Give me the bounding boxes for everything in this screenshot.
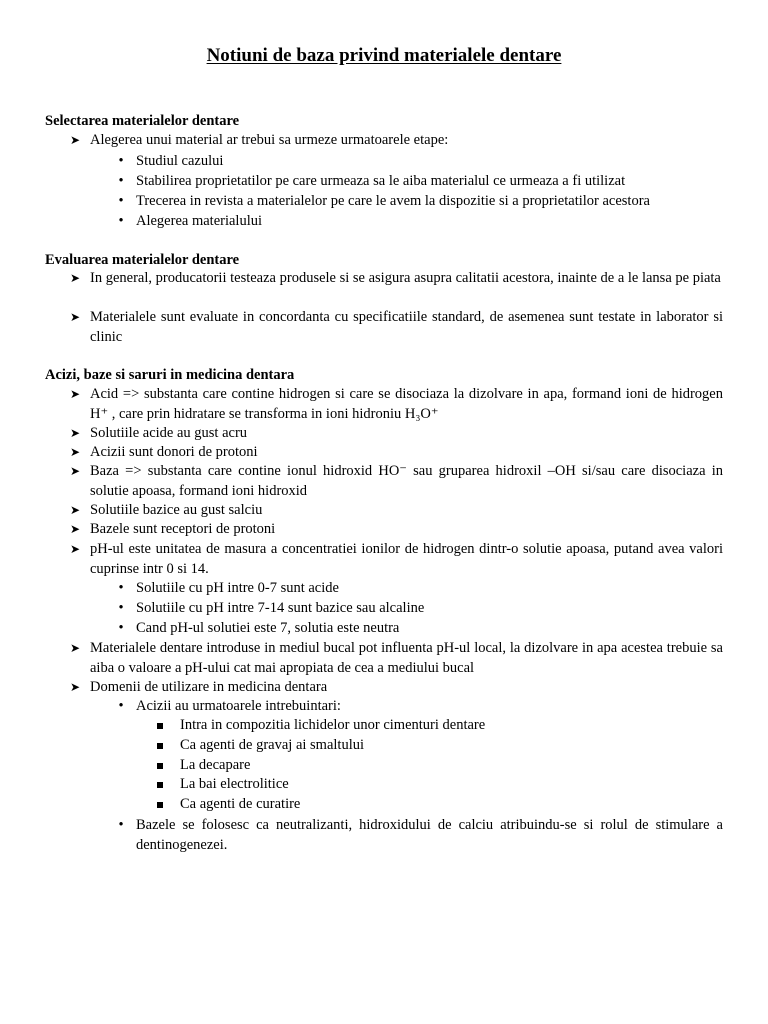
- arrow-item: [70, 462, 723, 501]
- bullet-item-text: Alegerea materialului: [136, 213, 263, 229]
- round-bullet-icon: •: [118, 698, 124, 714]
- square-bullet-item: [157, 775, 717, 795]
- bullet-item: [115, 697, 723, 717]
- arrow-item-text: Domenii de utilizare in medicina dentara: [90, 679, 328, 695]
- bullet-item-text: Trecerea in revista a materialelor pe care le avem la dispozitie si a proprietatilor acestora: [136, 193, 650, 209]
- square-bullet-icon: [157, 763, 163, 769]
- bullet-item-text: Stabilirea proprietatilor pe care urmeaza sa le aiba materialul ce urmeaza a fi utilizat: [136, 173, 626, 189]
- arrow-item-text: Solutiile bazice au gust salciu: [90, 502, 263, 518]
- arrow-item-text: Acizii sunt donori de protoni: [90, 444, 258, 460]
- bullet-item-text: Solutiile cu pH intre 0-7 sunt acide: [136, 580, 339, 596]
- square-item-text: Ca agenti de curatire: [180, 796, 301, 812]
- square-bullet-item: [157, 736, 717, 756]
- section-heading-selection: Selectarea materialelor dentare: [45, 113, 240, 129]
- bullet-item: [115, 579, 723, 599]
- arrow-bullet-icon: ➤: [70, 387, 81, 401]
- bullet-item: [115, 152, 723, 172]
- bullet-item-text: Acizii au urmatoarele intrebuintari:: [136, 698, 341, 714]
- arrow-bullet-icon: ➤: [70, 542, 81, 556]
- square-bullet-item: [157, 795, 717, 815]
- arrow-item-text: Materialele dentare introduse in mediul bucal pot influenta pH-ul local, la dizolvare in apa acestea trebuie sa aiba o valoare a pH-ului cat mai apropiata de cea a mediului bucal: [90, 640, 723, 676]
- bullet-item-text: Bazele se folosesc ca neutralizanti, hidroxidului de calciu atribuindu-se si rolul de stimulare a dentinogenezei.: [136, 817, 723, 853]
- square-bullet-item: [157, 716, 717, 736]
- arrow-item: [70, 424, 723, 444]
- arrow-item: [70, 540, 723, 579]
- square-bullet-icon: [157, 743, 163, 749]
- arrow-item: [70, 443, 723, 463]
- round-bullet-icon: •: [118, 817, 124, 833]
- square-item-text: La decapare: [180, 757, 251, 773]
- arrow-item-text: Alegerea unui material ar trebui sa urmeze urmatoarele etape:: [90, 132, 449, 148]
- bullet-item-text: Studiul cazului: [136, 153, 224, 169]
- bullet-item: [115, 816, 723, 855]
- bullet-item: [115, 619, 723, 639]
- arrow-bullet-icon: ➤: [70, 426, 81, 440]
- bullet-item: [115, 212, 723, 232]
- arrow-item: [70, 639, 723, 678]
- arrow-item: [70, 385, 723, 424]
- section-heading-evaluation: Evaluarea materialelor dentare: [45, 252, 240, 268]
- arrow-item-text: Acid => substanta care contine hidrogen si care se disociaza la dizolvare in apa, formand ioni de hidrogen H⁺ , care prin hidratare se transforma in ioni hidroniu H₃O⁺: [90, 386, 723, 422]
- bullet-item: [115, 172, 723, 192]
- arrow-item: [70, 131, 723, 151]
- document-title: Notiuni de baza privind materialele dentare: [206, 45, 562, 66]
- arrow-bullet-icon: ➤: [70, 522, 81, 536]
- arrow-bullet-icon: ➤: [70, 445, 81, 459]
- square-bullet-icon: [157, 723, 163, 729]
- square-item-text: La bai electrolitice: [180, 776, 289, 792]
- arrow-item: [70, 520, 723, 540]
- arrow-item-text: Bazele sunt receptori de protoni: [90, 521, 276, 537]
- arrow-bullet-icon: ➤: [70, 133, 81, 147]
- arrow-item: [70, 308, 723, 347]
- arrow-item: [70, 269, 723, 289]
- square-item-text: Ca agenti de gravaj ai smaltului: [180, 737, 365, 753]
- round-bullet-icon: •: [118, 620, 124, 636]
- round-bullet-icon: •: [118, 173, 124, 189]
- arrow-item-text: pH-ul este unitatea de masura a concentratiei ionilor de hidrogen dintr-o solutie apoasa, putand avea valori cuprinse intr 0 si 14.: [90, 541, 723, 577]
- bullet-item: [115, 599, 723, 619]
- arrow-item-text: Solutiile acide au gust acru: [90, 425, 248, 441]
- round-bullet-icon: •: [118, 580, 124, 596]
- arrow-item-text: In general, producatorii testeaza produsele si se asigura asupra calitatii acestora, inainte de a le lansa pe piata: [90, 270, 721, 286]
- square-bullet-icon: [157, 802, 163, 808]
- arrow-item: [70, 501, 723, 521]
- arrow-item-text: Baza => substanta care contine ionul hidroxid HO⁻ sau gruparea hidroxil –OH si/sau care disociaza in solutie apoasa, formand ioni hidroxid: [90, 463, 723, 499]
- round-bullet-icon: •: [118, 153, 124, 169]
- square-bullet-icon: [157, 782, 163, 788]
- round-bullet-icon: •: [118, 213, 124, 229]
- arrow-bullet-icon: ➤: [70, 641, 81, 655]
- round-bullet-icon: •: [118, 600, 124, 616]
- arrow-bullet-icon: ➤: [70, 271, 81, 285]
- bullet-item: [115, 192, 723, 212]
- arrow-bullet-icon: ➤: [70, 503, 81, 517]
- arrow-item-text: Materialele sunt evaluate in concordanta cu specificatiile standard, de asemenea sunt testate in laborator si clinic: [90, 309, 723, 345]
- bullet-item-text: Solutiile cu pH intre 7-14 sunt bazice sau alcaline: [136, 600, 425, 616]
- bullet-item-text: Cand pH-ul solutiei este 7, solutia este neutra: [136, 620, 400, 636]
- arrow-item: [70, 678, 723, 698]
- round-bullet-icon: •: [118, 193, 124, 209]
- arrow-bullet-icon: ➤: [70, 464, 81, 478]
- arrow-bullet-icon: ➤: [70, 680, 81, 694]
- arrow-bullet-icon: ➤: [70, 310, 81, 324]
- section-heading-acids-bases: Acizi, baze si saruri in medicina dentara: [45, 367, 295, 383]
- square-item-text: Intra in compozitia lichidelor unor cimenturi dentare: [180, 717, 486, 733]
- square-bullet-item: [157, 756, 717, 776]
